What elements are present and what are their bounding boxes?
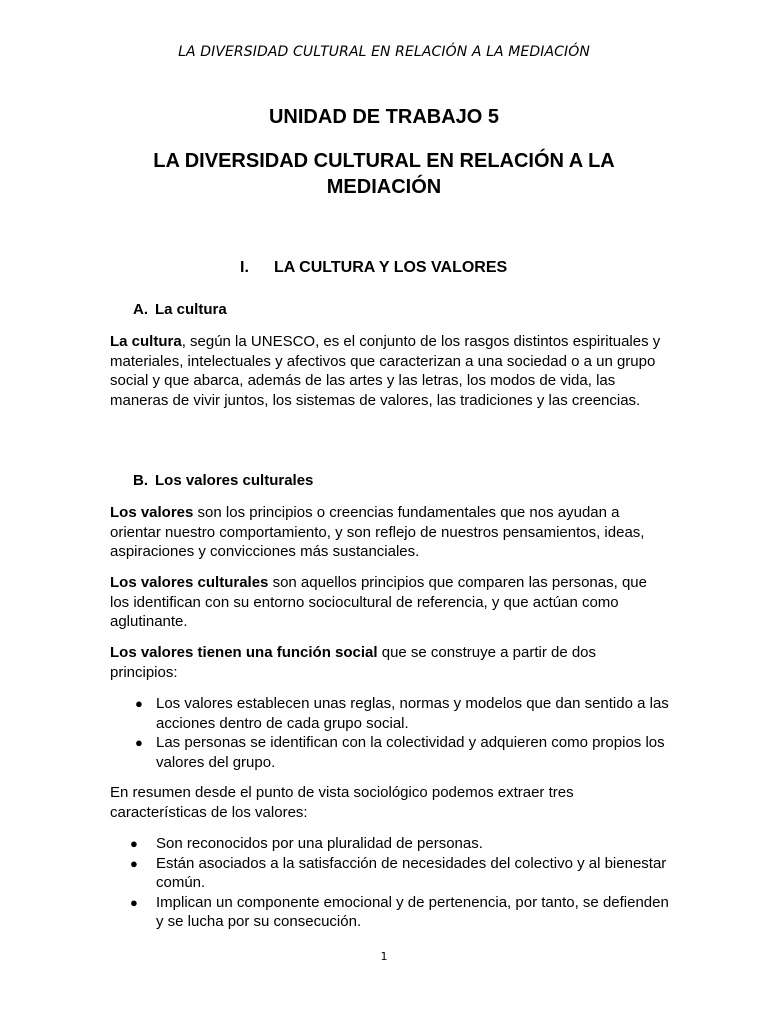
section-title-text: LA CULTURA Y LOS VALORES (274, 259, 508, 276)
list-item-text: Están asociados a la satisfacción de necesidades del colectivo y al bienestar común. (156, 854, 667, 891)
paragraph-text: , según la UNESCO, es el conjunto de los rasgos distintos espirituales y materiales, intelectuales y afectivos que caracterizan a una sociedad o a un grupo social y que abarca, además de las artes y las letras, los modos de vida, las maneras de vivir juntos, los sistemas de valores, las tradiciones y las creencias. (110, 333, 661, 409)
paragraph-valores (110, 503, 662, 562)
list-item (110, 694, 670, 733)
list-item (110, 834, 670, 854)
unit-title: UNIDAD DE TRABAJO 5 (268, 106, 500, 128)
subheading-letter: A. (133, 301, 148, 318)
list-item-text: Los valores establecen unas reglas, normas y modelos que dan sentido a las acciones dentro de cada grupo social. (156, 695, 669, 732)
paragraph-text: son aquellos principios que comparen las personas, que los identifican con su entorno sociocultural de referencia, y que actúan como aglutinante. (110, 574, 647, 630)
bullet-icon: ● (130, 894, 138, 910)
page-title: LA DIVERSIDAD CULTURAL EN RELACIÓN A LA MEDIACIÓN (153, 150, 615, 198)
paragraph-valores-culturales (110, 573, 662, 632)
bullet-icon: ● (135, 735, 143, 750)
bullet-icon: ● (135, 696, 143, 711)
subheading-text: La cultura (155, 301, 227, 318)
paragraph-resumen: En resumen desde el punto de vista sociológico podemos extraer tres características de los valores: (110, 784, 574, 821)
bullet-icon: ● (130, 836, 138, 851)
section-heading (240, 259, 507, 277)
running-header: LA DIVERSIDAD CULTURAL EN RELACIÓN A LA MEDIACIÓN (178, 44, 590, 60)
list-item-text: Implican un componente emocional y de pertenencia, por tanto, se defienden y se lucha por su consecución. (156, 893, 669, 930)
list-item-text: Son reconocidos por una pluralidad de personas. (156, 835, 483, 852)
page-number: 1 (380, 950, 388, 963)
bold-term: Los valores (110, 504, 194, 521)
list-item (110, 733, 670, 772)
subheading-b (133, 472, 313, 489)
subheading-text: Los valores culturales (155, 472, 314, 489)
bullet-list-principios (110, 694, 670, 772)
paragraph-text: son los principios o creencias fundamentales que nos ayudan a orientar nuestro comportamiento, y son reflejo de nuestros pensamientos, ideas, aspiraciones y convicciones más sustanciales. (110, 504, 645, 560)
bullet-icon: ● (130, 855, 138, 871)
paragraph-cultura (110, 332, 662, 410)
paragraph-funcion-social (110, 643, 662, 682)
paragraph-text: que se construye a partir de dos principios: (110, 644, 597, 681)
subheading-a (133, 301, 227, 318)
subheading-letter: B. (133, 472, 148, 489)
section-number: I. (240, 259, 249, 276)
bold-term: Los valores tienen una función social (110, 644, 378, 661)
bullet-list-caracteristicas (110, 834, 670, 932)
bold-term: La cultura (110, 333, 182, 350)
list-item (110, 893, 670, 932)
bold-term: Los valores culturales (110, 574, 269, 591)
list-item (110, 854, 670, 893)
list-item-text: Las personas se identifican con la colectividad y adquieren como propios los valores del grupo. (156, 734, 665, 771)
